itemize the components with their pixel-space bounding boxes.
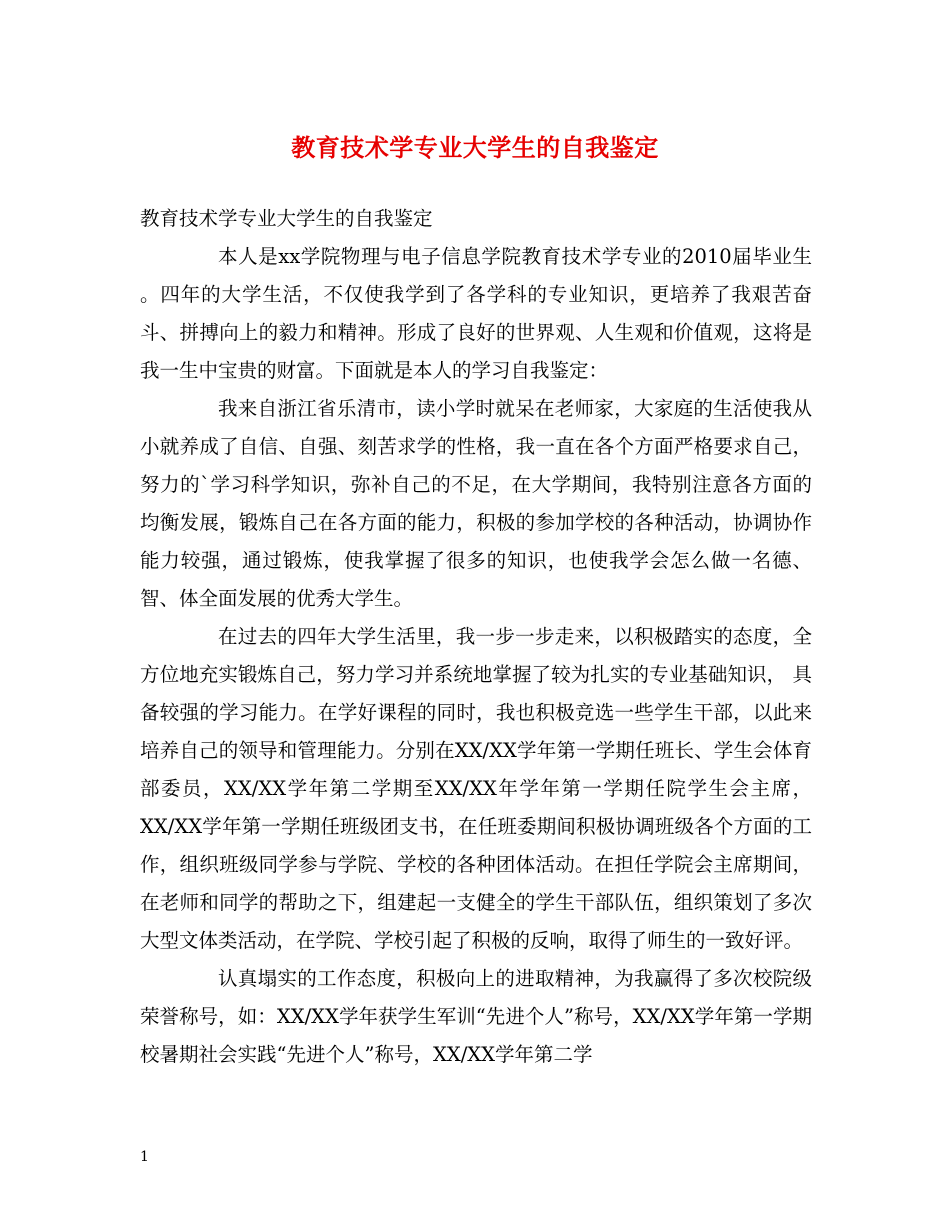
paragraph-university-life: 在过去的四年大学生活里，我一步一步走来，以积极踏实的态度，全方位地充实锻炼自己，努力学习并系统地掌握了较为扎实的专业基础知识， 具备较强的学习能力。在学好课程的同时，我也积极竞选一些学生干部，以此来培养自己的领导和管理能力。分别在XX/XX学年第一学期任班长、学生会体育部委员，XX/XX学年第二学期至XX/XX年学年第一学期任院学生会主席，XX/XX学年第一学期任班级团支书，在任班委期间积极协调班级各个方面的工作，组织班级同学参与学院、学校的各种团体活动。在担任学院会主席期间，在老师和同学的帮助之下，组建起一支健全的学生干部队伍，组织策划了多次大型文体类活动，在学院、学校引起了积极的反响，取得了师生的一致好评。 — [140, 625, 812, 952]
paragraph-background: 我来自浙江省乐清市，读小学时就呆在老师家，大家庭的生活使我从小就养成了自信、自强、刻苦求学的性格，我一直在各个方面严格要求自己，努力的`学习科学知识，弥补自己的不足，在大学期间，我特别注意各方面的均衡发展，锻炼自己在各方面的能力，积极的参加学校的各种活动，协调协作能力较强，通过锻炼，使我掌握了很多的知识，也使我学会怎么做一名德、智、体全面发展的优秀大学生。 — [140, 397, 812, 610]
document-title: 教育技术学专业大学生的自我鉴定 — [291, 133, 659, 162]
document-subtitle: 教育技术学专业大学生的自我鉴定 — [140, 207, 433, 230]
document-body — [140, 200, 812, 1074]
page-number: 1 — [140, 1149, 149, 1165]
paragraph-honors: 认真塌实的工作态度，积极向上的进取精神，为我赢得了多次校院级荣誉称号，如：XX/XX学年获学生军训“先进个人”称号，XX/XX学年第一学期校暑期社会实践“先进个人”称号，XX/XX学年第二学 — [140, 967, 812, 1066]
paragraph-intro: 本人是xx学院物理与电子信息学院教育技术学专业的2010届毕业生 。四年的大学生活，不仅使我学到了各学科的专业知识，更培养了我艰苦奋斗、拼搏向上的毅力和精神。形成了良好的世界观、人生观和价值观，这将是我一生中宝贵的财富。下面就是本人的学习自我鉴定： — [140, 245, 812, 382]
